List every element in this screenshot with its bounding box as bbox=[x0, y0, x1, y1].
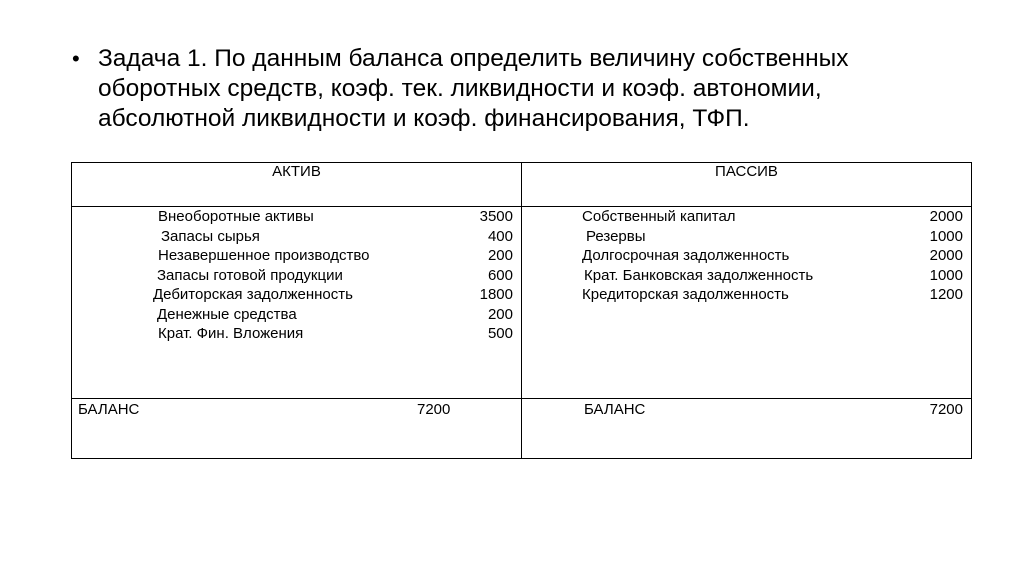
liability-label: Крат. Банковская задолженность bbox=[584, 266, 814, 284]
asset-label: Незавершенное производство bbox=[158, 247, 370, 264]
asset-label: Внеоборотные активы bbox=[158, 208, 314, 225]
liability-row bbox=[522, 246, 971, 266]
asset-row bbox=[72, 246, 521, 266]
asset-label: Крат. Фин. Вложения bbox=[158, 325, 304, 342]
asset-value: 500 bbox=[487, 325, 513, 342]
liability-total-value: 7200 bbox=[929, 401, 963, 418]
asset-value: 400 bbox=[487, 227, 513, 245]
liability-row bbox=[522, 266, 971, 286]
header-liabilities: ПАССИВ bbox=[522, 163, 972, 207]
asset-total-label: БАЛАНС bbox=[78, 401, 140, 418]
task-line: оборотных средств, коэф. тек. ликвидности и коэф. автономии, bbox=[98, 75, 822, 102]
liability-value: 1000 bbox=[929, 227, 963, 245]
task-text bbox=[98, 44, 972, 134]
asset-label: Денежные средства bbox=[157, 305, 297, 323]
bullet-point: • bbox=[72, 46, 80, 71]
asset-row bbox=[72, 207, 521, 227]
liability-label: Резервы bbox=[586, 227, 646, 245]
asset-total bbox=[72, 399, 521, 421]
asset-row bbox=[72, 305, 521, 325]
liability-value: 1000 bbox=[929, 266, 963, 284]
asset-row bbox=[72, 285, 521, 305]
table-body-row bbox=[72, 207, 972, 399]
asset-label: Дебиторская задолженность bbox=[153, 286, 353, 303]
liabilities-total-cell bbox=[522, 399, 972, 459]
liability-total-label: БАЛАНС bbox=[584, 401, 646, 418]
liability-row bbox=[522, 227, 971, 247]
liability-label: Кредиторская задолженность bbox=[582, 286, 789, 303]
liabilities-cell bbox=[522, 207, 972, 399]
liability-value: 1200 bbox=[929, 286, 963, 303]
liability-row bbox=[522, 285, 971, 305]
asset-value: 1800 bbox=[479, 286, 513, 303]
asset-row bbox=[72, 324, 521, 344]
liability-label: Собственный капитал bbox=[582, 208, 736, 225]
liability-total bbox=[522, 399, 971, 421]
table-header-row bbox=[72, 163, 972, 207]
liability-value: 2000 bbox=[929, 247, 963, 264]
assets-total-cell bbox=[72, 399, 522, 459]
asset-value: 200 bbox=[487, 247, 513, 264]
liability-row bbox=[522, 207, 971, 227]
liability-label: Долгосрочная задолженность bbox=[582, 247, 790, 264]
asset-row bbox=[72, 266, 521, 286]
asset-value: 3500 bbox=[479, 208, 513, 225]
asset-value: 200 bbox=[487, 305, 513, 323]
assets-cell bbox=[72, 207, 522, 399]
asset-row bbox=[72, 227, 521, 247]
liability-value: 2000 bbox=[929, 208, 963, 225]
asset-label: Запасы сырья bbox=[161, 227, 260, 245]
asset-label: Запасы готовой продукции bbox=[157, 266, 343, 284]
task-statement bbox=[72, 44, 972, 134]
task-line: Задача 1. По данным баланса определить величину собственных bbox=[98, 45, 849, 72]
asset-total-value: 7200 bbox=[417, 401, 451, 418]
asset-value: 600 bbox=[487, 266, 513, 284]
task-line: абсолютной ликвидности и коэф. финансирования, ТФП. bbox=[98, 105, 750, 132]
table-total-row bbox=[72, 399, 972, 459]
balance-table bbox=[71, 162, 972, 459]
header-assets: АКТИВ bbox=[72, 163, 522, 207]
